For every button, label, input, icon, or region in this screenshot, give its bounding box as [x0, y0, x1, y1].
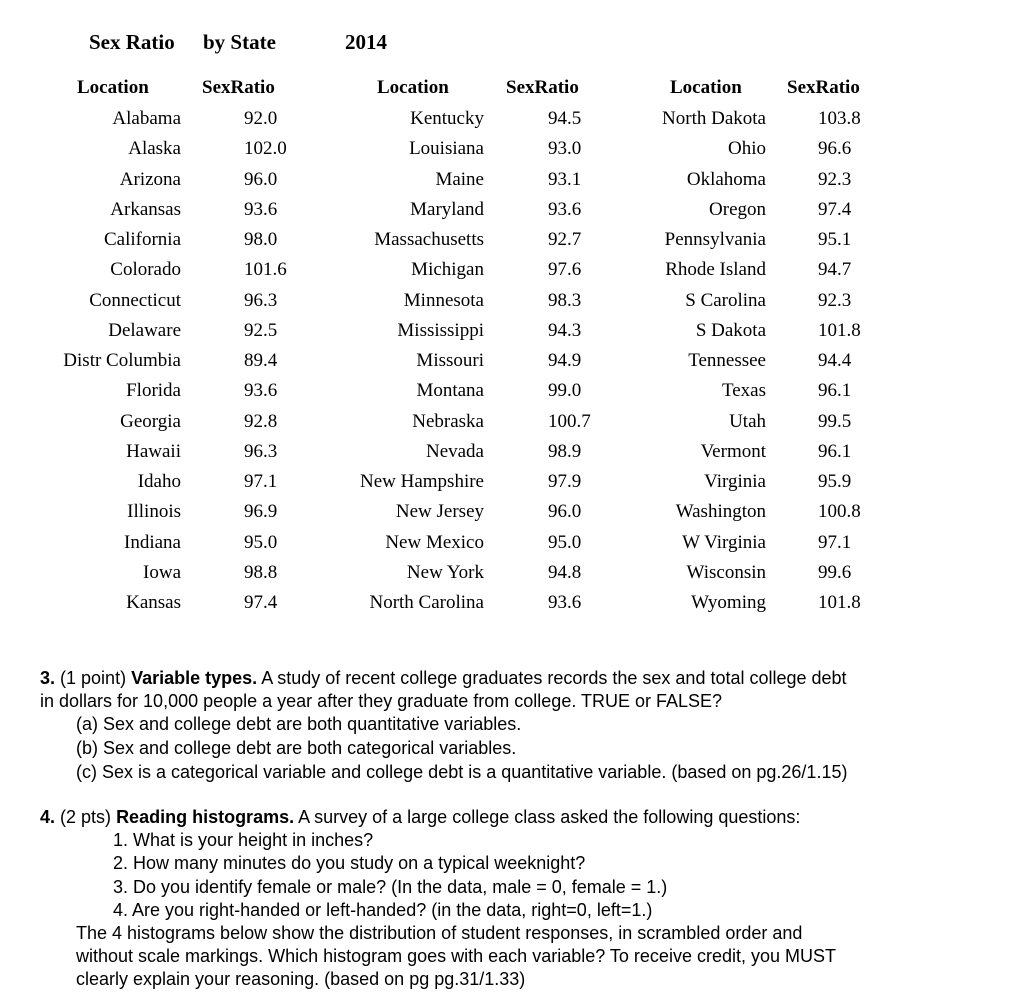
sex-ratio-value: 95.1	[818, 229, 852, 250]
state-location: Vermont	[700, 441, 766, 462]
q3-points: (1 point)	[60, 668, 127, 688]
sex-ratio-value: 99.6	[818, 562, 852, 583]
state-location: Iowa	[143, 562, 181, 583]
state-location: Connecticut	[89, 290, 181, 311]
state-location: Missouri	[416, 350, 484, 371]
state-location: W Virginia	[682, 532, 766, 553]
state-location: Minnesota	[403, 290, 484, 311]
sex-ratio-value: 98.3	[548, 290, 582, 311]
q4-para-2: without scale markings. Which histogram goes with each variable? To receive credit, you MUST	[76, 946, 836, 966]
state-location: Idaho	[137, 471, 181, 492]
state-location: California	[103, 229, 181, 250]
sex-ratio-value: 96.1	[818, 380, 852, 401]
state-location: S Carolina	[685, 290, 766, 311]
sex-ratio-value: 96.1	[818, 441, 852, 462]
column-header-sexratio: SexRatio	[202, 77, 275, 98]
q4-item-3: 3. Do you identify female or male? (In the data, male = 0, female = 1.)	[113, 877, 668, 897]
title-year: 2014	[345, 30, 387, 54]
sex-ratio-value: 98.0	[244, 229, 278, 250]
sex-ratio-value: 97.4	[818, 199, 852, 220]
q3-number: 3.	[40, 668, 56, 688]
sex-ratio-value: 100.8	[818, 501, 861, 522]
state-location: Montana	[416, 380, 484, 401]
column-header-location: Location	[377, 77, 449, 98]
state-location: Alaska	[128, 138, 181, 159]
q4-line1: A survey of a large college class asked the following questions:	[298, 807, 801, 827]
sex-ratio-value: 97.9	[548, 471, 582, 492]
state-location: Texas	[721, 380, 766, 401]
q3-option-a: (a) Sex and college debt are both quantitative variables.	[76, 714, 522, 734]
sex-ratio-value: 94.5	[548, 108, 582, 129]
state-location: Virginia	[704, 471, 766, 492]
state-location: Wyoming	[691, 592, 766, 613]
state-location: Mississippi	[397, 320, 484, 341]
sex-ratio-value: 95.0	[548, 532, 582, 553]
state-location: Kentucky	[410, 108, 484, 129]
state-location: New York	[406, 562, 484, 583]
state-location: Oregon	[709, 199, 766, 220]
state-location: Indiana	[124, 532, 181, 553]
sex-ratio-value: 89.4	[244, 350, 278, 371]
sex-ratio-value: 96.0	[548, 501, 582, 522]
sex-ratio-value: 99.0	[548, 380, 582, 401]
state-location: Illinois	[127, 501, 181, 522]
q4-heading: Reading histograms.	[116, 807, 295, 827]
state-location: Distr Columbia	[63, 350, 181, 371]
state-location: North Carolina	[369, 592, 484, 613]
sex-ratio-value: 97.6	[548, 259, 582, 280]
state-location: Rhode Island	[665, 259, 766, 280]
q3-option-b: (b) Sex and college debt are both categorical variables.	[76, 738, 517, 758]
sex-ratio-value: 92.8	[244, 411, 278, 432]
sex-ratio-value: 97.1	[244, 471, 278, 492]
q4-points: (2 pts)	[60, 807, 112, 827]
sex-ratio-value: 93.6	[244, 199, 278, 220]
sex-ratio-value: 92.5	[244, 320, 278, 341]
q3-option-c: (c) Sex is a categorical variable and college debt is a quantitative variable. (based on pg.26/1.15)	[76, 762, 848, 782]
column-header-location: Location	[77, 77, 149, 98]
state-location: Michigan	[411, 259, 484, 280]
state-location: New Jersey	[395, 501, 484, 522]
sex-ratio-value: 103.8	[818, 108, 861, 129]
state-location: Pennsylvania	[664, 229, 766, 250]
sex-ratio-value: 93.6	[244, 380, 278, 401]
state-location: Massachusetts	[374, 229, 484, 250]
state-location: Maine	[435, 169, 484, 190]
state-location: Florida	[126, 380, 181, 401]
state-location: Washington	[675, 501, 766, 522]
sex-ratio-value: 95.0	[244, 532, 278, 553]
state-location: Colorado	[110, 259, 181, 280]
state-location: New Hampshire	[360, 471, 484, 492]
sex-ratio-value: 99.5	[818, 411, 852, 432]
column-header-sexratio: SexRatio	[506, 77, 579, 98]
q4-para-3: clearly explain your reasoning. (based on pg pg.31/1.33)	[76, 969, 526, 989]
q3-line1: A study of recent college graduates records the sex and total college debt	[261, 668, 847, 688]
state-location: Kansas	[126, 592, 181, 613]
state-location: Alabama	[112, 108, 181, 129]
title-part2: by State	[203, 30, 276, 54]
state-location: Delaware	[108, 320, 181, 341]
q3-line2: in dollars for 10,000 people a year after they graduate from college. TRUE or FALSE?	[40, 691, 723, 711]
sex-ratio-value: 94.9	[548, 350, 582, 371]
state-location: Hawaii	[126, 441, 181, 462]
sex-ratio-value: 96.6	[818, 138, 852, 159]
state-location: Nevada	[425, 441, 484, 462]
sex-ratio-value: 102.0	[244, 138, 287, 159]
state-location: Wisconsin	[686, 562, 766, 583]
sex-ratio-value: 96.3	[244, 290, 278, 311]
sex-ratio-value: 93.6	[548, 199, 582, 220]
state-location: Arkansas	[110, 199, 181, 220]
sex-ratio-value: 101.6	[244, 259, 287, 280]
q4-number: 4.	[40, 807, 56, 827]
q3-intro	[40, 667, 847, 691]
sex-ratio-value: 96.3	[244, 441, 278, 462]
state-location: Georgia	[120, 411, 181, 432]
q4-item-2: 2. How many minutes do you study on a typical weeknight?	[113, 853, 586, 873]
state-location: Maryland	[410, 199, 484, 220]
state-location: Ohio	[728, 138, 766, 159]
state-location: Nebraska	[412, 411, 484, 432]
sex-ratio-value: 96.9	[244, 501, 278, 522]
sex-ratio-value: 95.9	[818, 471, 852, 492]
sex-ratio-value: 101.8	[818, 592, 861, 613]
q4-item-4: 4. Are you right-handed or left-handed? (in the data, right=0, left=1.)	[113, 900, 653, 920]
state-location: Utah	[729, 411, 766, 432]
sex-ratio-value: 97.1	[818, 532, 852, 553]
state-location: New Mexico	[385, 532, 484, 553]
sex-ratio-value: 97.4	[244, 592, 278, 613]
sex-ratio-value: 98.8	[244, 562, 278, 583]
sex-ratio-value: 94.7	[818, 259, 852, 280]
title-part1: Sex Ratio	[89, 30, 175, 54]
sex-ratio-value: 93.1	[548, 169, 582, 190]
sex-ratio-value: 92.0	[244, 108, 278, 129]
sex-ratio-value: 100.7	[548, 411, 591, 432]
sex-ratio-value: 96.0	[244, 169, 278, 190]
state-location: Louisiana	[409, 138, 484, 159]
sex-ratio-value: 92.7	[548, 229, 582, 250]
sex-ratio-value: 92.3	[818, 290, 852, 311]
q3-heading: Variable types.	[131, 668, 258, 688]
sex-ratio-value: 93.0	[548, 138, 582, 159]
state-location: North Dakota	[662, 108, 766, 129]
q4-intro	[40, 806, 800, 830]
state-location: Arizona	[119, 169, 181, 190]
sex-ratio-value: 94.3	[548, 320, 582, 341]
sex-ratio-value: 94.4	[818, 350, 852, 371]
q4-para-1: The 4 histograms below show the distribution of student responses, in scrambled order and	[76, 923, 803, 943]
state-location: S Dakota	[695, 320, 766, 341]
sex-ratio-value: 98.9	[548, 441, 582, 462]
column-header-sexratio: SexRatio	[787, 77, 860, 98]
column-header-location: Location	[670, 77, 742, 98]
state-location: Tennessee	[688, 350, 766, 371]
sex-ratio-value: 93.6	[548, 592, 582, 613]
state-location: Oklahoma	[686, 169, 766, 190]
sex-ratio-value: 92.3	[818, 169, 852, 190]
q4-item-1: 1. What is your height in inches?	[113, 830, 374, 850]
sex-ratio-value: 94.8	[548, 562, 582, 583]
sex-ratio-value: 101.8	[818, 320, 861, 341]
